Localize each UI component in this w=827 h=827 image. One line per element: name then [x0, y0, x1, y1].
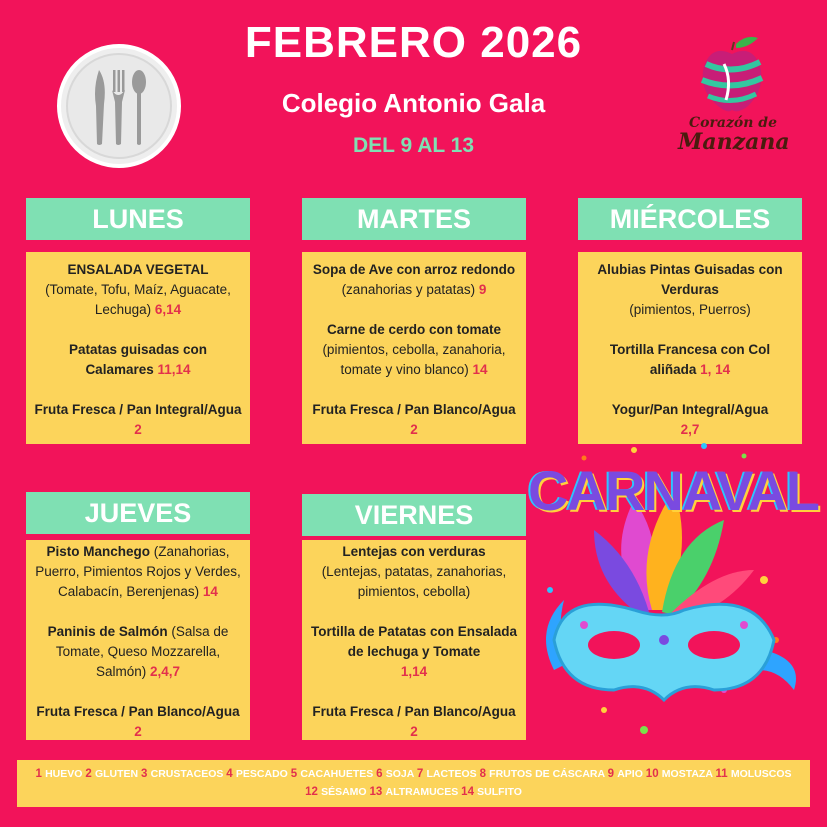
allergen-codes: 9 [478, 282, 487, 297]
dish-3 [34, 400, 242, 440]
allergen-item [226, 768, 290, 780]
dish-3 [310, 702, 518, 742]
allergen-item [141, 768, 226, 780]
dish-1 [586, 260, 794, 320]
allergen-number: 2 [85, 768, 95, 780]
allergen-legend [17, 760, 810, 807]
allergen-item [608, 768, 646, 780]
day-menu-jueves [26, 540, 250, 740]
allergen-codes: 2 [410, 724, 418, 739]
allergen-name: FRUTOS DE CÁSCARA [489, 768, 608, 780]
allergen-number: 6 [376, 768, 386, 780]
allergen-codes: 1,14 [400, 664, 428, 679]
dish-1 [310, 542, 518, 602]
allergen-codes: 1, 14 [700, 362, 731, 377]
allergen-number: 13 [369, 786, 386, 798]
carnaval-word: CARNAVAL [528, 459, 818, 522]
corazon-de-manzana-logo [672, 34, 792, 164]
dish-2 [34, 622, 242, 682]
allergen-codes: 14 [472, 362, 488, 377]
dish-2 [310, 622, 518, 682]
allergen-number: 10 [645, 768, 662, 780]
page-title: FEBRERO 2026 [244, 18, 583, 67]
allergen-item [36, 768, 86, 780]
allergen-codes: 14 [202, 584, 218, 599]
allergen-codes: 2 [134, 724, 142, 739]
school-name: Colegio Antonio Gala [281, 88, 546, 118]
allergen-item [370, 786, 462, 798]
allergen-codes: 2 [134, 422, 142, 437]
allergen-number: 8 [479, 768, 490, 780]
dish-ingredients: (pimientos, cebolla, zanahoria, tomate y vino blanco) [322, 342, 506, 377]
allergen-name: GLUTEN [94, 768, 142, 780]
logo-line1: Corazón de [689, 115, 777, 131]
allergen-name: APIO [617, 768, 646, 780]
dish-ingredients: (Zanahorias, Puerro, Pimientos Rojos y Verdes, Calabacín, Berenjenas) [35, 544, 241, 599]
cutlery-plate-icon [57, 44, 181, 168]
allergen-number: 7 [416, 768, 427, 780]
dish-3 [310, 400, 518, 440]
allergen-item [461, 786, 522, 798]
allergen-number: 5 [290, 768, 301, 780]
day-header-viernes: VIERNES [302, 494, 526, 536]
allergen-name: MOSTAZA [661, 768, 716, 780]
day-menu-miercoles [578, 252, 802, 444]
day-header-jueves: JUEVES [26, 492, 250, 534]
dish-name: Pisto Manchego [46, 544, 150, 559]
dish-name: Tortilla de Patatas con Ensalada de lechuga y Tomate [310, 624, 518, 659]
allergen-item [85, 768, 141, 780]
allergen-name: HUEVO [45, 768, 86, 780]
allergen-codes: 2,7 [680, 422, 700, 437]
day-menu-viernes [302, 540, 526, 740]
dish-name: Fruta Fresca / Pan Blanco/Agua [312, 402, 516, 417]
allergen-name: CRUSTACEOS [150, 768, 227, 780]
dish-2 [34, 340, 242, 380]
allergen-number: 9 [607, 768, 618, 780]
allergen-item [305, 786, 369, 798]
dish-ingredients: (Salsa de Tomate, Queso Mozzarella, Salmón) [55, 624, 229, 679]
allergen-name: MOLUSCOS [730, 768, 792, 780]
dish-name: Fruta Fresca / Pan Blanco/Agua [36, 704, 240, 719]
allergen-codes: 2 [410, 422, 418, 437]
dish-name: Alubias Pintas Guisadas con Verduras [597, 262, 783, 297]
logo-line2: Manzana [678, 129, 790, 155]
dish-3 [586, 400, 794, 440]
allergen-codes: 6,14 [154, 302, 182, 317]
date-range: DEL 9 AL 13 [353, 134, 474, 157]
allergen-name: PESCADO [235, 768, 291, 780]
dish-name: Fruta Fresca / Pan Blanco/Agua [312, 704, 516, 719]
allergen-number: 12 [305, 786, 322, 798]
allergen-number: 3 [141, 768, 151, 780]
allergen-name: LACTEOS [426, 768, 480, 780]
allergen-name: SOJA [385, 768, 417, 780]
dish-ingredients: (zanahorias y patatas) [341, 282, 476, 297]
allergen-name: ALTRAMUCES [385, 786, 462, 798]
dish-ingredients: (Tomate, Tofu, Maíz, Aguacate, Lechuga) [45, 282, 231, 317]
dish-name: ENSALADA VEGETAL [67, 262, 209, 277]
dish-2 [310, 320, 518, 380]
allergen-item [291, 768, 376, 780]
dish-name: Sopa de Ave con arroz redondo [312, 262, 516, 277]
dish-name: Paninis de Salmón [47, 624, 168, 639]
dish-ingredients: (Lentejas, patatas, zanahorias, pimientos, cebolla) [321, 564, 507, 599]
allergen-codes: 11,14 [157, 362, 191, 377]
dish-ingredients: (pimientos, Puerros) [629, 302, 751, 317]
allergen-item [646, 768, 716, 780]
allergen-codes: 2,4,7 [150, 664, 181, 679]
allergen-number: 11 [715, 768, 731, 780]
dish-2 [586, 340, 794, 380]
day-header-martes: MARTES [302, 198, 526, 240]
allergen-number: 14 [461, 786, 478, 798]
allergen-name: SÉSAMO [321, 786, 370, 798]
dish-1 [310, 260, 518, 300]
day-menu-lunes [26, 252, 250, 444]
day-header-lunes: LUNES [26, 198, 250, 240]
allergen-item [715, 768, 791, 780]
allergen-item [417, 768, 480, 780]
allergen-name: CACAHUETES [300, 768, 377, 780]
day-header-miercoles: MIÉRCOLES [578, 198, 802, 240]
carnival-illustration [524, 440, 819, 740]
dish-name: Tortilla Francesa con Col aliñada [609, 342, 771, 377]
dish-1 [34, 260, 242, 320]
allergen-name: SULFITO [477, 786, 522, 798]
dish-name: Fruta Fresca / Pan Integral/Agua [34, 402, 242, 417]
dish-name: Patatas guisadas con Calamares [68, 342, 208, 377]
allergen-number: 1 [35, 768, 46, 780]
dish-name: Yogur/Pan Integral/Agua [611, 402, 769, 417]
allergen-item [480, 768, 608, 780]
dish-1 [34, 542, 242, 602]
day-menu-martes [302, 252, 526, 444]
dish-name: Lentejas con verduras [342, 544, 486, 559]
dish-3 [34, 702, 242, 742]
allergen-item [376, 768, 417, 780]
allergen-number: 4 [226, 768, 236, 780]
dish-name: Carne de cerdo con tomate [326, 322, 502, 337]
